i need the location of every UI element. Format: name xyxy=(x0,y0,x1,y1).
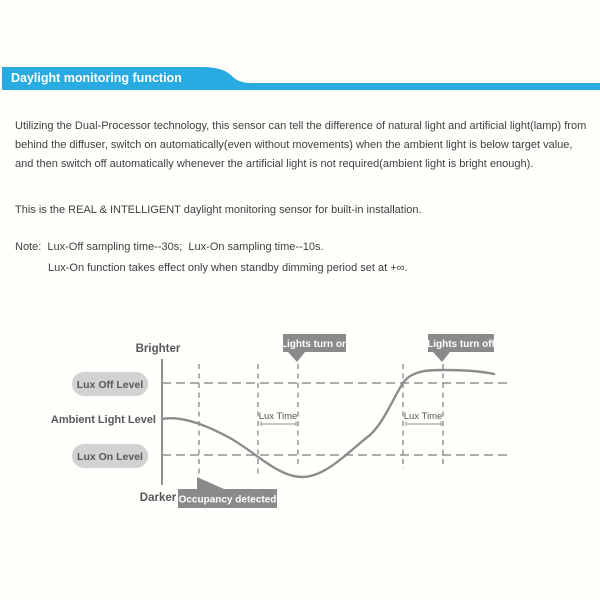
brighter-axis-label: Brighter xyxy=(135,343,181,355)
lights-turn-off-pointer xyxy=(433,352,450,362)
note-line-1: Note: Lux-Off sampling time--30s; Lux-On sampling time--10s. xyxy=(15,241,324,253)
lights-turn-on-pointer xyxy=(288,352,305,362)
ambient-light-level-label: Ambient Light Level xyxy=(50,414,156,426)
intro-paragraph-line: behind the diffuser, switch on automatically(even without movements) when the ambient light is below target value, xyxy=(15,139,573,151)
note-line-2: Lux-On function takes effect only when standby dimming period set at +∞. xyxy=(48,262,408,274)
occupancy-detected-label: Occupancy detected xyxy=(178,494,277,506)
page-title: Daylight monitoring function xyxy=(11,71,182,85)
darker-axis-label: Darker xyxy=(139,492,177,504)
intro-paragraph-line: and then switch off automatically whenever the artificial light is not required(ambient light is bright enough). xyxy=(15,158,534,170)
lux-on-level-label: Lux On Level xyxy=(77,451,143,463)
lux-time-label-2: Lux Time xyxy=(403,411,443,422)
lux-time-bracket-1 xyxy=(261,422,296,427)
lux-time-bracket-2 xyxy=(406,422,441,427)
lux-time-label-1: Lux Time xyxy=(258,411,298,422)
ambient-light-curve xyxy=(162,370,494,477)
statement-text: This is the REAL & INTELLIGENT daylight monitoring sensor for built-in installation. xyxy=(15,204,422,216)
lux-off-level-label: Lux Off Level xyxy=(76,379,144,391)
intro-paragraph-line: Utilizing the Dual-Processor technology, this sensor can tell the difference of natural light and artificial light(lamp) from xyxy=(15,120,587,132)
occupancy-detected-pointer xyxy=(197,477,224,489)
lights-turn-on-label: Lights turn on xyxy=(280,339,349,350)
daylight-monitoring-diagram xyxy=(0,330,600,530)
lights-turn-off-label: Lights turn off xyxy=(427,339,495,350)
